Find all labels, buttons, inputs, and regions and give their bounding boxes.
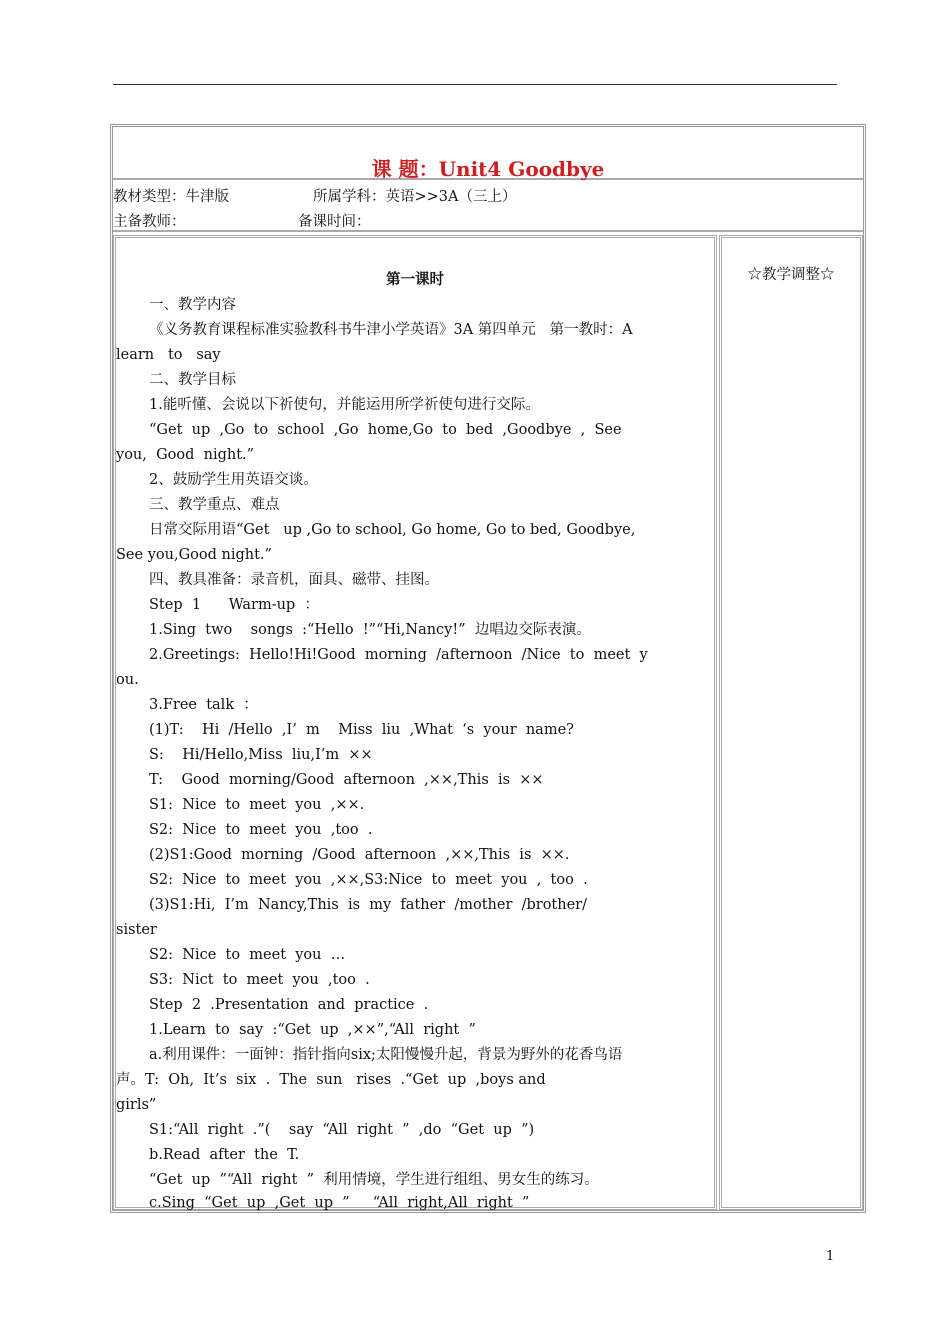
page-number: 1: [826, 1249, 835, 1264]
content-line: 1.Sing two songs :“Hello !”“Hi,Nancy!” 边唱边交际表演。: [149, 622, 591, 638]
content-line: b.Read after the T.: [149, 1147, 300, 1163]
lesson-title: 课 题：Unit4 Goodbye: [371, 157, 605, 181]
period-heading: 第一课时: [386, 271, 444, 288]
teaching-adjustment-cell: [719, 235, 863, 1210]
content-line: “Get up ”“All right ” 利用情境，学生进行组组、男女生的练习。: [149, 1172, 599, 1188]
header-rule: [113, 84, 837, 85]
content-line: S1: Nice to meet you ,××.: [149, 797, 365, 813]
title-row: [113, 127, 863, 180]
content-line: Step 2 .Presentation and practice .: [149, 997, 429, 1013]
teacher: 主备教师：: [113, 214, 186, 230]
content-line: S: Hi/Hello,Miss liu,I’m ××: [149, 747, 373, 763]
content-line: See you,Good night.”: [116, 547, 272, 563]
content-line: 声。T: Oh, It’s six . The sun rises .“Get up ,boys and: [116, 1072, 546, 1088]
content-line: c.Sing “Get up ,Get up ” “All right,All right ”: [149, 1195, 530, 1211]
content-line: a.利用课件：一面钟：指针指向six;太阳慢慢升起，背景为野外的花香鸟语: [149, 1047, 623, 1063]
content-line: 1.能听懂、会说以下祈使句，并能运用所学祈使句进行交际。: [149, 397, 540, 413]
teaching-adjustment-label: ☆教学调整☆: [747, 267, 835, 283]
content-line: sister: [116, 922, 157, 938]
content-line: S2: Nice to meet you ,××,S3:Nice to meet you , too .: [149, 872, 588, 888]
content-line: 2.Greetings: Hello!Hi!Good morning /afternoon /Nice to meet y: [149, 647, 648, 663]
content-line: 2、鼓励学生用英语交谈。: [149, 472, 318, 488]
content-line: (1)T: Hi /Hello ,I’ m Miss liu ,What ‘s your name?: [149, 722, 574, 738]
content-line: girls”: [116, 1097, 157, 1113]
content-line: S1:“All right .”( say “All right ” ,do “Get up ”): [149, 1122, 535, 1138]
material-type: 教材类型：牛津版: [113, 189, 229, 205]
content-line: T: Good morning/Good afternoon ,××,This is ××: [149, 772, 544, 788]
content-line: 三、教学重点、难点: [149, 497, 280, 513]
content-line: S2: Nice to meet you …: [149, 947, 346, 963]
content-line: 《义务教育课程标准实验教科书牛津小学英语》3A 第四单元 第一教时：A: [149, 322, 633, 338]
lesson-plan-table: [110, 124, 866, 1213]
content-line: you, Good night.”: [116, 447, 255, 463]
content-line: Step 1 Warm-up ：: [149, 597, 319, 613]
content-line: 四、教具准备：录音机，面具、磁带、挂图。: [149, 572, 439, 588]
lesson-content-cell: [113, 235, 717, 1210]
content-line: ou.: [116, 672, 139, 688]
content-line: 3.Free talk ：: [149, 697, 258, 713]
subject: 所属学科：英语>>3A（三上）: [313, 189, 517, 205]
content-line: 日常交际用语“Get up ,Go to school, Go home, Go to bed, Goodbye,: [149, 522, 636, 538]
divider: [113, 230, 863, 232]
content-line: “Get up ,Go to school ,Go home,Go to bed ,Goodbye , See: [149, 422, 622, 438]
content-line: (2)S1:Good morning /Good afternoon ,××,This is ××.: [149, 847, 570, 863]
content-line: learn to say: [116, 347, 221, 363]
content-line: S2: Nice to meet you ,too .: [149, 822, 373, 838]
content-line: 二、教学目标: [149, 372, 236, 388]
content-line: 一、教学内容: [149, 297, 236, 313]
prep-time: 备课时间：: [298, 214, 371, 230]
content-line: 1.Learn to say :“Get up ,××”,“All right ”: [149, 1022, 476, 1038]
content-line: S3: Nict to meet you ,too .: [149, 972, 370, 988]
content-line: (3)S1:Hi, I’m Nancy,This is my father /mother /brother/: [149, 897, 587, 913]
